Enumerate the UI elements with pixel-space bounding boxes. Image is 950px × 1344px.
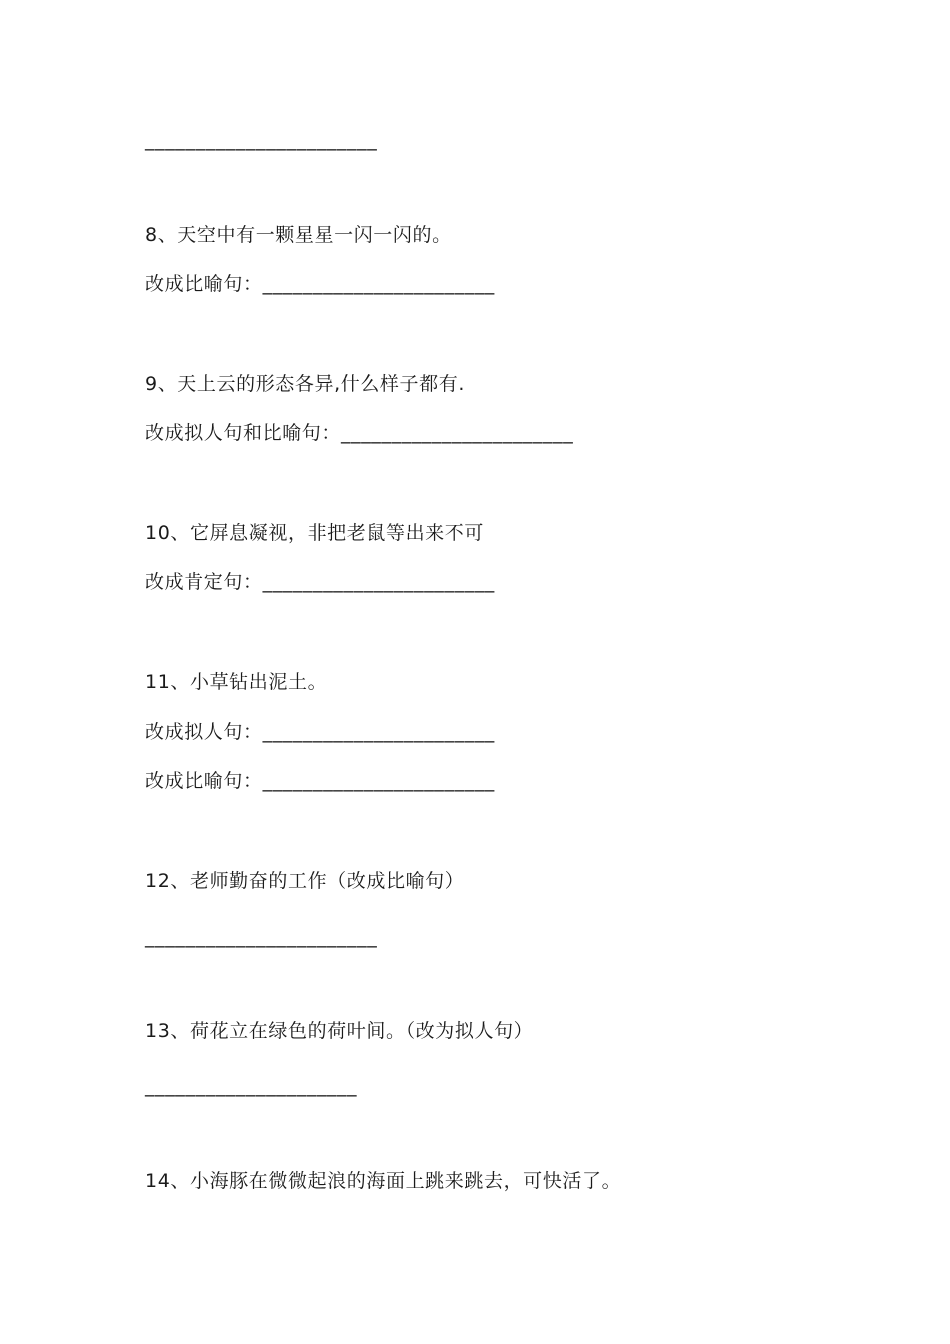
question-9-text: 9、天上云的形态各异,什么样子都有.: [145, 373, 465, 395]
question-11-text: 11、小草钻出泥土。: [145, 671, 328, 693]
question-12-answer-blank: _______________________: [145, 926, 378, 948]
question-10-answer-prompt: 改成肯定句：_______________________: [145, 571, 495, 593]
question-12-text: 12、老师勤奋的工作（改成比喻句）: [145, 870, 465, 892]
question-13-text: 13、荷花立在绿色的荷叶间。（改为拟人句）: [145, 1020, 534, 1042]
answer-blank-line: _______________________: [145, 129, 378, 151]
question-14-text: 14、小海豚在微微起浪的海面上跳来跳去，可快活了。: [145, 1170, 622, 1192]
question-11-answer-prompt-simile: 改成比喻句：_______________________: [145, 770, 495, 792]
question-8-text: 8、天空中有一颗星星一闪一闪的。: [145, 224, 452, 246]
question-13-answer-blank: _____________________: [145, 1075, 358, 1097]
question-9-answer-prompt: 改成拟人句和比喻句：_______________________: [145, 422, 574, 444]
question-8-answer-prompt: 改成比喻句：_______________________: [145, 273, 495, 295]
question-11-answer-prompt-personification: 改成拟人句：_______________________: [145, 721, 495, 743]
question-10-text: 10、它屏息凝视，非把老鼠等出来不可: [145, 522, 484, 544]
